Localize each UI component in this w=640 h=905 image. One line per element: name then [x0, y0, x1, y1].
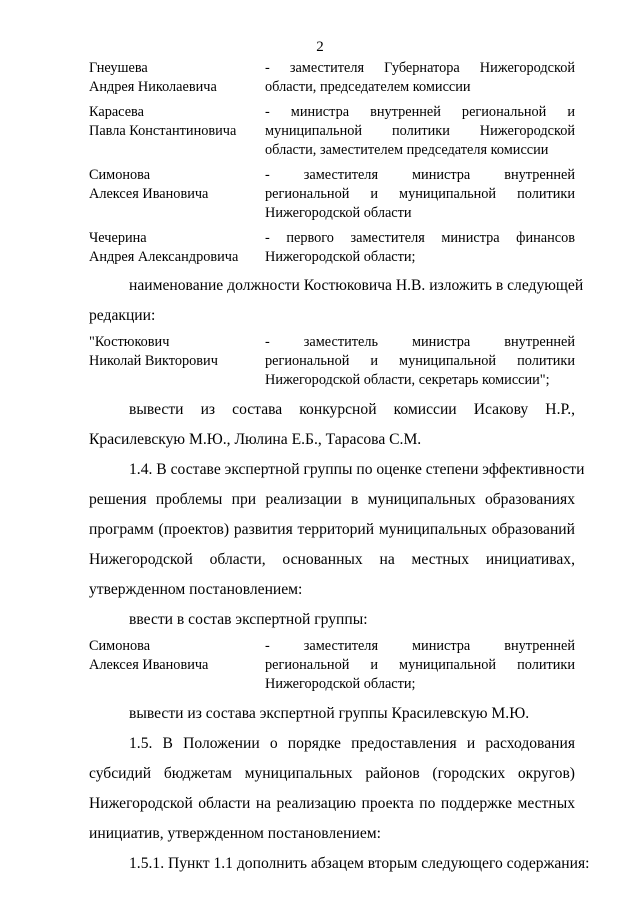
- member-position: - заместителя министра внутренней региональной и муниципальной политики Нижегородской области: [265, 167, 575, 221]
- paragraph-introduce: ввести в состав экспертной группы:: [129, 611, 368, 628]
- member-name: Гнеушева Андрея Николаевича: [89, 60, 217, 95]
- member-position: - заместитель министра внутренней региональной и муниципальной политики Нижегородской области, секретарь комиссии";: [265, 334, 575, 388]
- member-name: Чечерина Андрея Александровича: [89, 230, 239, 265]
- member-entry: [89, 166, 575, 223]
- member-position: - заместителя министра внутренней региональной и муниципальной политики Нижегородской области;: [265, 638, 575, 692]
- paragraph-remove-commission: вывести из состава конкурсной комиссии Исакову Н.Р., Красилевскую М.Ю., Люлина Е.Б., Тарасова С.М.: [89, 401, 575, 448]
- paragraph-1-5: 1.5. В Положении о порядке предоставления и расходования субсидий бюджетам муниципальных районов (городских округов) Нижегородской области на реализацию проекта по поддержке местных инициатив, утвержденном постановлением:: [89, 735, 575, 842]
- member-entry: [89, 59, 575, 97]
- member-entry: [89, 637, 575, 694]
- paragraph-1-5-1: 1.5.1. Пункт 1.1 дополнить абзацем вторым следующего содержания:: [129, 855, 590, 872]
- document-body: [89, 59, 590, 879]
- member-position: - первого заместителя министра финансов Нижегородской области;: [265, 230, 575, 265]
- member-entry: [89, 333, 575, 390]
- paragraph-remove-group: вывести из состава экспертной группы Красилевскую М.Ю.: [129, 705, 530, 722]
- paragraph-rename-position: наименование должности Костюковича Н.В. изложить в следующей редакции:: [89, 277, 584, 324]
- member-entry: [89, 103, 575, 160]
- member-name: Симонова Алексея Ивановича: [89, 167, 209, 202]
- page-number: 2: [316, 39, 324, 55]
- member-position: - заместителя Губернатора Нижегородской области, председателем комиссии: [265, 60, 575, 95]
- member-position: - министра внутренней региональной и муниципальной политики Нижегородской области, заместителем председателя комиссии: [265, 104, 575, 158]
- member-name: "Костюкович Николай Викторович: [89, 334, 218, 369]
- member-entry: [89, 229, 575, 267]
- paragraph-1-4: 1.4. В составе экспертной группы по оценке степени эффективности решения проблемы при реализации в муниципальных образованиях программ (проектов) развития территорий муниципальных образований Нижегородской области, основанных на местных инициативах, утвержденном постановлением:: [89, 461, 585, 598]
- member-name: Карасева Павла Константиновича: [89, 104, 237, 139]
- member-name: Симонова Алексея Ивановича: [89, 638, 209, 673]
